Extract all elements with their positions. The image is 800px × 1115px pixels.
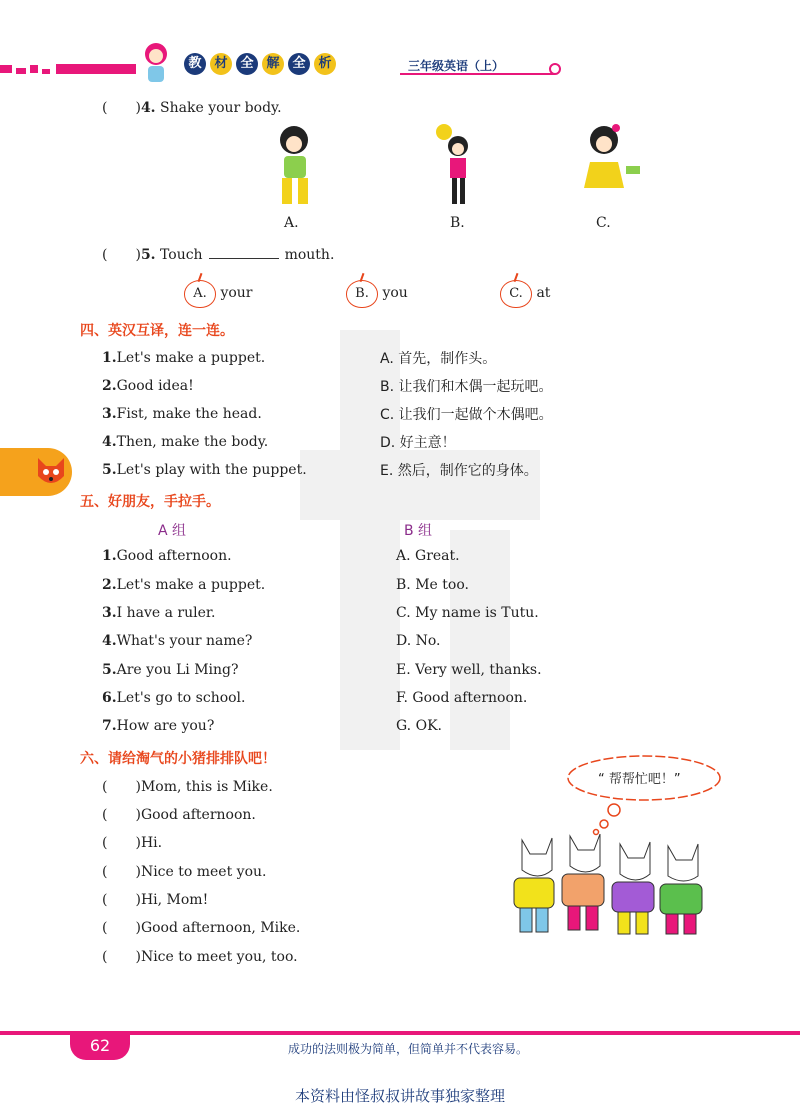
s4-right-a[interactable]: A. 首先，制作头。 [380, 351, 497, 367]
title-char: 解 [262, 53, 284, 75]
bubble-text: “ 帮帮忙吧！” [598, 772, 681, 787]
option-c[interactable] [500, 280, 550, 308]
group-a-label: A 组 [158, 523, 187, 539]
s4-right-d[interactable]: D. 好主意！ [380, 435, 456, 451]
option-a[interactable] [184, 280, 253, 308]
apple-icon: C. [500, 280, 532, 308]
book-subtitle: 三年级英语（上） [408, 59, 505, 73]
title-char: 全 [288, 53, 310, 75]
s4-left-1[interactable]: 1.Let's make a puppet. [102, 350, 266, 366]
pig-icon [660, 844, 702, 934]
s4-right-c[interactable]: C. 让我们一起做个木偶吧。 [380, 407, 553, 423]
s5-left-5[interactable]: 5.Are you Li Ming? [102, 662, 239, 678]
s5-left-3[interactable]: 3.I have a ruler. [102, 605, 216, 621]
answer-paren: ( ) [102, 864, 141, 880]
thought-bubble [564, 752, 724, 836]
title-char: 全 [236, 53, 258, 75]
title-char: 析 [314, 53, 336, 75]
answer-paren: ( ) [102, 779, 141, 795]
fill-blank[interactable] [209, 258, 279, 259]
option-c-label: C. [596, 215, 611, 231]
s5-right-c[interactable]: C. My name is Tutu. [396, 605, 539, 621]
s5-right-b[interactable]: B. Me too. [396, 577, 469, 593]
s5-left-1[interactable]: 1.Good afternoon. [102, 548, 232, 564]
s5-right-f[interactable]: F. Good afternoon. [396, 690, 528, 706]
answer-paren: ( ) [102, 920, 141, 936]
pig-icon [612, 842, 654, 934]
s4-left-3[interactable]: 3.Fist, make the head. [102, 406, 262, 422]
section-5-title: 五、好朋友，手拉手。 [80, 494, 220, 510]
s6-item-3[interactable]: ( )Hi. [102, 835, 163, 851]
footer-motto: 成功的法则极为简单，但简单并不代表容易。 [288, 1042, 529, 1056]
s6-item-4[interactable]: ( )Nice to meet you. [102, 864, 267, 880]
mascot-girl-icon [136, 40, 176, 84]
option-a-label: A. [284, 215, 299, 231]
dancing-girl-a-image [264, 122, 328, 208]
question-5 [102, 244, 334, 264]
question-text: Shake your body. [160, 100, 282, 116]
s6-item-1[interactable]: ( )Mom, this is Mike. [102, 779, 273, 795]
page-number: 62 [89, 1036, 111, 1055]
option-b[interactable] [346, 280, 408, 308]
s5-right-g[interactable]: G. OK. [396, 718, 442, 734]
answer-paren[interactable]: ( ) [102, 100, 141, 116]
answer-paren[interactable]: ( ) [102, 247, 141, 263]
dancing-girl-c-image [576, 122, 642, 206]
question-text: mouth. [284, 247, 335, 263]
answer-paren: ( ) [102, 807, 141, 823]
s5-left-6[interactable]: 6.Let's go to school. [102, 690, 246, 706]
s6-item-6[interactable]: ( )Good afternoon, Mike. [102, 920, 301, 936]
pig-icon [514, 838, 554, 932]
s5-right-a[interactable]: A. Great. [396, 548, 460, 564]
answer-paren: ( ) [102, 892, 141, 908]
question-4 [102, 97, 282, 117]
footer-credit: 本资料由怪叔叔讲故事独家整理 [294, 1087, 505, 1105]
apple-icon: A. [184, 280, 216, 308]
s5-left-7[interactable]: 7.How are you? [102, 718, 215, 734]
answer-paren: ( ) [102, 949, 141, 965]
option-word: you [382, 285, 408, 301]
section-4-title: 四、英汉互译，连一连。 [80, 323, 234, 339]
group-b-label: B 组 [404, 523, 433, 539]
s4-right-e[interactable]: E. 然后，制作它的身体。 [380, 463, 538, 479]
s5-right-e[interactable]: E. Very well, thanks. [396, 662, 542, 678]
question-text: Touch [160, 247, 203, 263]
side-tab [0, 448, 72, 496]
s4-left-2[interactable]: 2.Good idea! [102, 378, 194, 394]
fox-mascot-icon [34, 454, 68, 490]
pigs-illustration [500, 830, 724, 942]
s4-left-4[interactable]: 4.Then, make the body. [102, 434, 269, 450]
s4-right-b[interactable]: B. 让我们和木偶一起玩吧。 [380, 379, 553, 395]
s6-item-7[interactable]: ( )Nice to meet you, too. [102, 949, 298, 965]
s6-item-2[interactable]: ( )Good afternoon. [102, 807, 256, 823]
s4-left-5[interactable]: 5.Let's play with the puppet. [102, 462, 307, 478]
question-number: 5. [140, 247, 156, 263]
section-6-title: 六、请给淘气的小猪排排队吧！ [80, 751, 276, 767]
title-char: 教 [184, 53, 206, 75]
apple-icon: B. [346, 280, 378, 308]
s5-right-d[interactable]: D. No. [396, 633, 441, 649]
dancing-girl-b-image [432, 124, 482, 212]
s5-left-2[interactable]: 2.Let's make a puppet. [102, 577, 266, 593]
page-number-tab [70, 1032, 130, 1060]
answer-paren: ( ) [102, 835, 141, 851]
title-char: 材 [210, 53, 232, 75]
question-number: 4. [140, 100, 156, 116]
book-title [184, 52, 340, 75]
pig-icon [562, 834, 604, 930]
s5-left-4[interactable]: 4.What's your name? [102, 633, 253, 649]
option-word: at [536, 285, 551, 301]
option-word: your [220, 285, 253, 301]
s6-item-5[interactable]: ( )Hi, Mom! [102, 892, 209, 908]
header-bar [0, 40, 800, 90]
option-b-label: B. [450, 215, 465, 231]
